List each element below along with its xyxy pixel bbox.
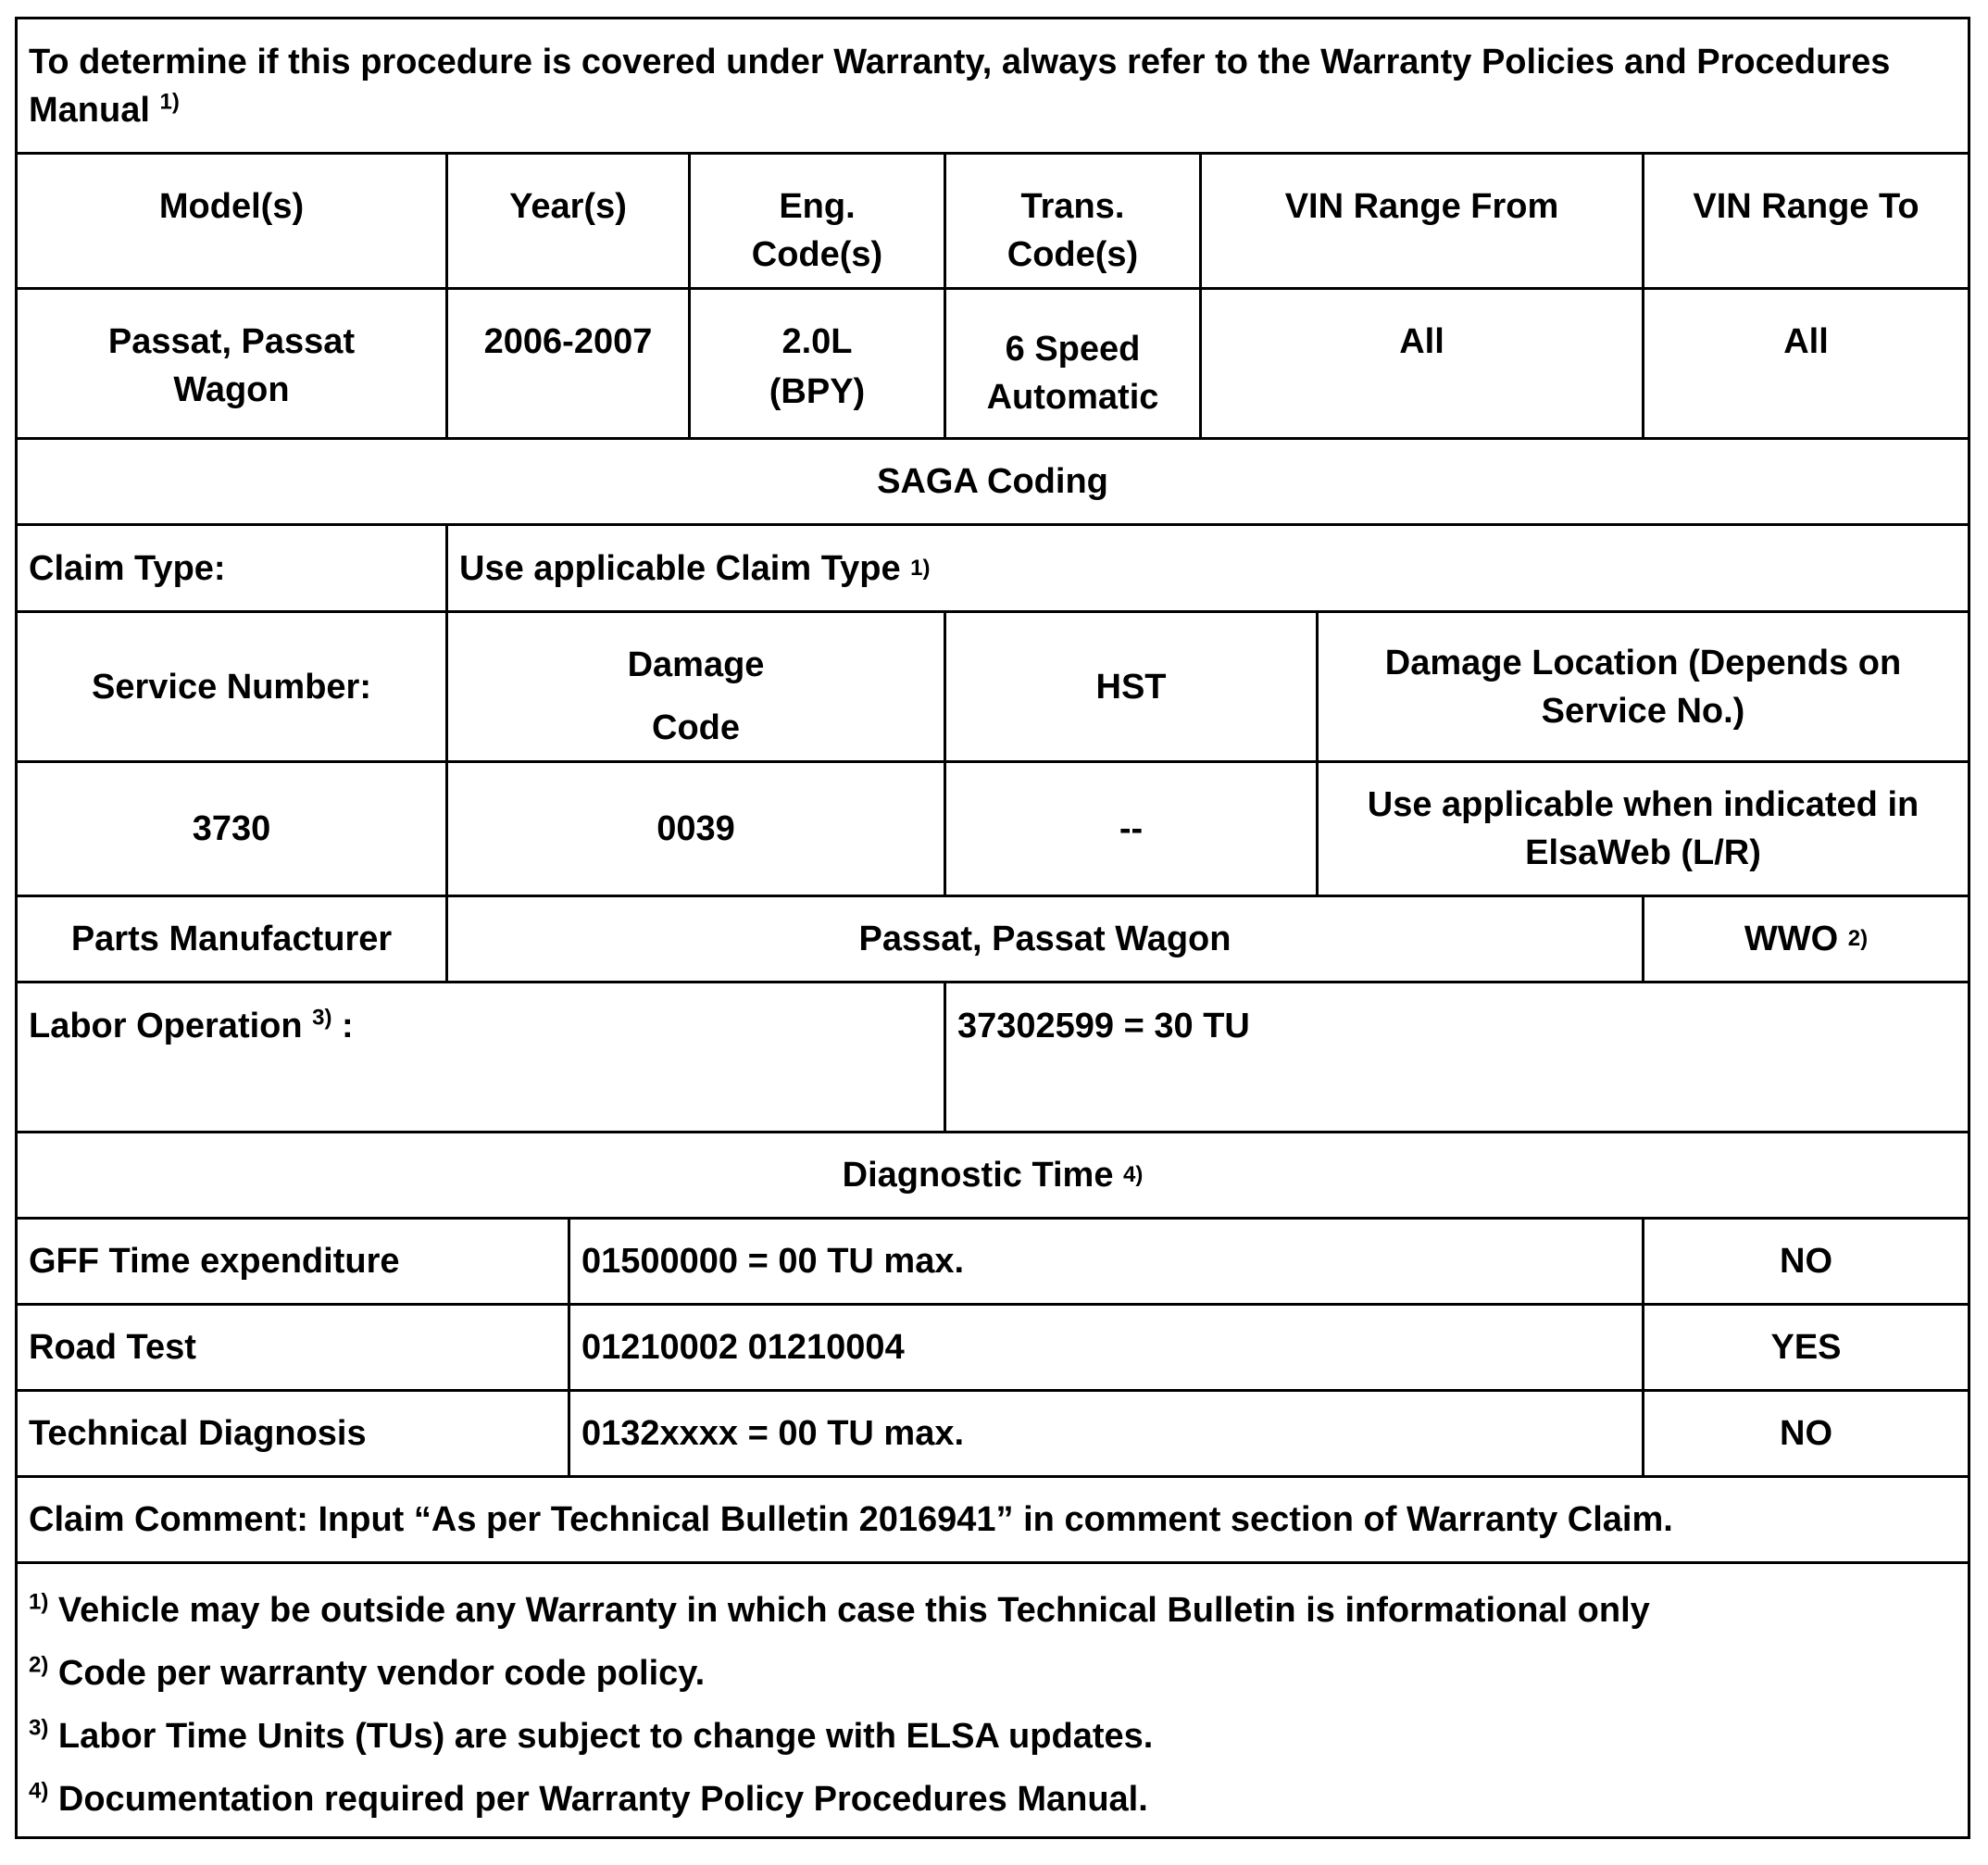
hst-value: -- xyxy=(946,763,1319,895)
service-values-row xyxy=(18,763,1968,897)
eng-code-line2: (BPY) xyxy=(769,372,866,411)
year-value: 2006-2007 xyxy=(448,290,691,437)
header-eng-codes-text: Eng. Code(s) xyxy=(751,187,883,274)
footnote-text: Vehicle may be outside any Warranty in which case this Technical Bulletin is informational only xyxy=(57,1591,1650,1630)
footnote-item xyxy=(18,1712,1968,1775)
warranty-notice xyxy=(29,38,1949,134)
damage-code-label-line2: Code xyxy=(652,708,740,747)
claim-type-row xyxy=(18,526,1968,613)
vin-to-value: All xyxy=(1783,322,1829,361)
header-vin-to: VIN Range To xyxy=(1693,187,1919,226)
eng-code-line1: 2.0L xyxy=(781,322,853,361)
diagnostic-row xyxy=(18,1306,1968,1392)
parts-manufacturer-row xyxy=(18,897,1968,983)
claim-type-label: Claim Type: xyxy=(18,526,448,610)
damage-location-value xyxy=(1319,763,1968,895)
footnote-mark: 3) xyxy=(29,1715,49,1741)
claim-type-value-text: Use applicable Claim Type xyxy=(459,548,901,588)
diagnostic-label: Technical Diagnosis xyxy=(18,1392,570,1475)
trans-code-value xyxy=(946,290,1202,437)
claim-comment-row xyxy=(18,1478,1968,1564)
footnote-mark: 3) xyxy=(312,1005,332,1031)
footnote-mark: 1) xyxy=(159,89,180,115)
diagnostic-flag: NO xyxy=(1780,1414,1832,1453)
damage-location-label-text: Damage Location (Depends on Service No.) xyxy=(1384,643,1902,731)
header-years: Year(s) xyxy=(448,155,691,287)
header-eng-codes xyxy=(691,155,946,287)
header-trans-codes-text: Trans. Code(s) xyxy=(1007,187,1139,274)
footnotes xyxy=(18,1564,1968,1836)
parts-manufacturer-label: Parts Manufacturer xyxy=(18,897,448,981)
footnote-item xyxy=(18,1586,1968,1649)
labor-operation-label xyxy=(18,983,946,1131)
labor-operation-row xyxy=(18,983,1968,1133)
labor-operation-label-text: Labor Operation xyxy=(29,1007,303,1045)
diagnostic-title-row xyxy=(18,1133,1968,1220)
model-value xyxy=(18,290,448,437)
diagnostic-code: 0132xxxx = 00 TU max. xyxy=(570,1392,1644,1475)
header-vin-from: VIN Range From xyxy=(1202,155,1644,287)
wwo-label: WWO 2) xyxy=(1644,897,1968,981)
claim-comment: Claim Comment: Input “As per Technical Bulletin 2016941” in comment section of Warranty Claim. xyxy=(29,1500,1673,1539)
header-trans-codes xyxy=(946,155,1202,287)
footnote-text: Documentation required per Warranty Policy Procedures Manual. xyxy=(57,1780,1148,1819)
diagnostic-row xyxy=(18,1392,1968,1478)
hst-label: HST xyxy=(946,613,1319,760)
damage-location-label xyxy=(1319,613,1968,760)
vin-from-value: All xyxy=(1202,290,1644,437)
diagnostic-label: GFF Time expenditure xyxy=(18,1220,570,1303)
vehicle-values-row xyxy=(18,290,1968,440)
wwo-label-text: WWO xyxy=(1744,920,1839,958)
model-value-text: Passat, Passat Wagon xyxy=(107,322,356,409)
header-row xyxy=(18,19,1968,155)
diagnostic-title: Diagnostic Time 4) xyxy=(18,1133,1968,1217)
claim-type-value: Use applicable Claim Type 1) xyxy=(448,526,1968,610)
eng-code-value xyxy=(691,290,946,437)
service-number-value: 3730 xyxy=(18,763,448,895)
diagnostic-flag: NO xyxy=(1780,1242,1832,1281)
diagnostic-row xyxy=(18,1220,1968,1306)
damage-code-label-line1: Damage xyxy=(627,645,765,684)
service-header-row xyxy=(18,613,1968,763)
diagnostic-code: 01500000 = 00 TU max. xyxy=(570,1220,1644,1303)
saga-title: SAGA Coding xyxy=(877,462,1108,501)
vehicle-header-row xyxy=(18,155,1968,290)
footnote-item xyxy=(18,1649,1968,1712)
labor-operation-colon: : xyxy=(342,1007,354,1045)
warranty-table xyxy=(15,17,1970,1839)
trans-code-value-text: 6 Speed Automatic xyxy=(986,330,1159,417)
footnote-mark: 4) xyxy=(29,1778,49,1804)
warranty-notice-text: To determine if this procedure is covered under Warranty, always refer to the Warranty Policies and Procedures Manual xyxy=(29,43,1891,130)
damage-code-value: 0039 xyxy=(448,763,946,895)
parts-manufacturer-value: Passat, Passat Wagon xyxy=(448,897,1644,981)
service-number-label: Service Number: xyxy=(18,613,448,760)
footnote-mark: 2) xyxy=(29,1652,49,1678)
diagnostic-title-text: Diagnostic Time xyxy=(842,1156,1114,1195)
damage-code-label xyxy=(448,613,946,760)
diagnostic-code: 01210002 01210004 xyxy=(570,1306,1644,1389)
saga-title-row xyxy=(18,440,1968,526)
footnote-text: Labor Time Units (TUs) are subject to change with ELSA updates. xyxy=(57,1717,1154,1756)
diagnostic-flag: YES xyxy=(1770,1328,1842,1367)
diagnostic-label: Road Test xyxy=(18,1306,570,1389)
damage-location-value-text: Use applicable when indicated in ElsaWeb (L/R) xyxy=(1367,785,1919,872)
footnote-mark: 1) xyxy=(29,1589,49,1615)
header-models: Model(s) xyxy=(18,155,448,287)
footnote-item xyxy=(18,1775,1968,1838)
footnote-text: Code per warranty vendor code policy. xyxy=(57,1654,706,1693)
labor-operation-value: 37302599 = 30 TU xyxy=(957,1007,1250,1045)
